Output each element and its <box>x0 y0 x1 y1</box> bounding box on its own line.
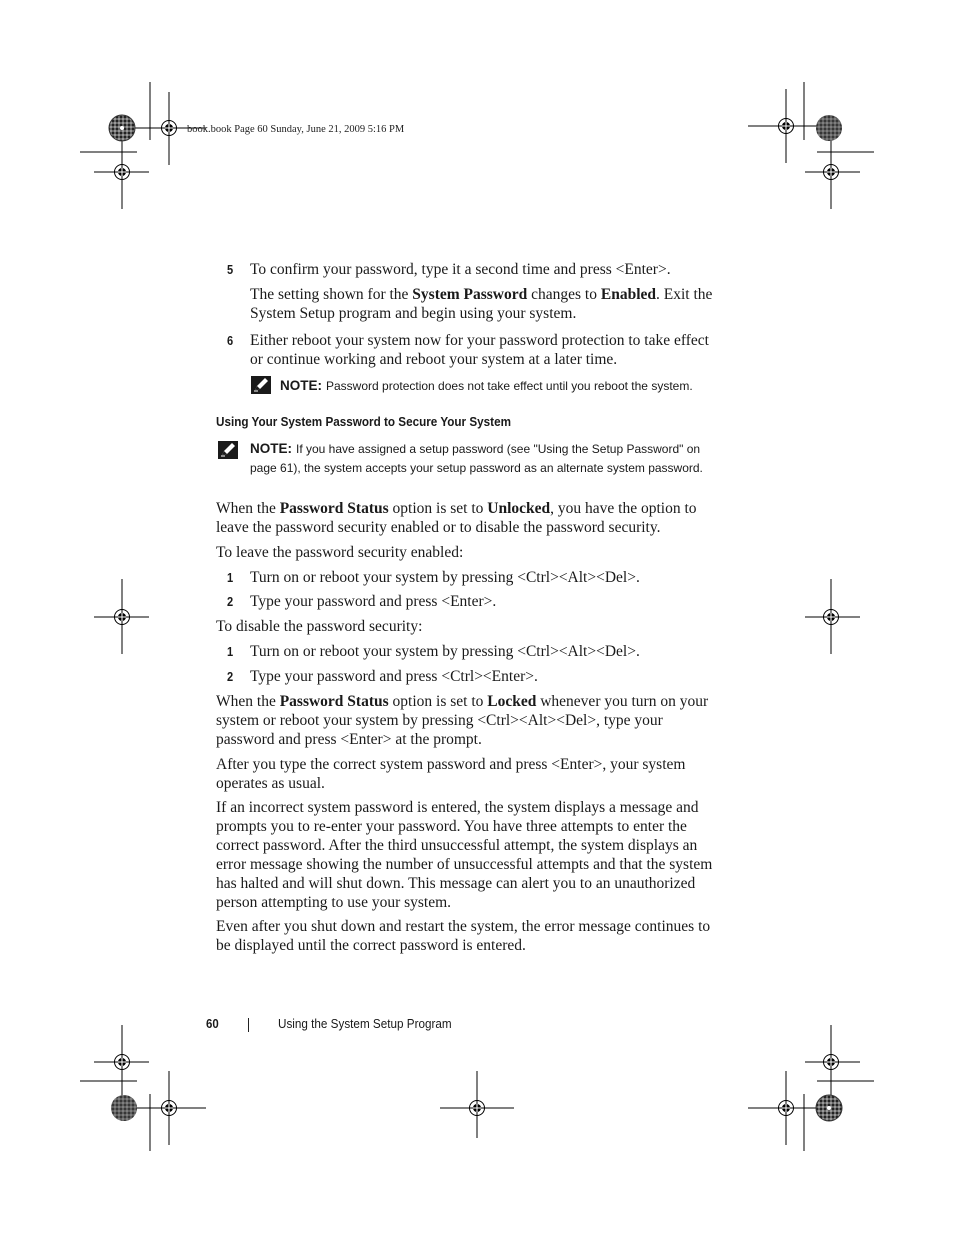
step-number: 2 <box>227 669 234 684</box>
step-text: Type your password and press <Enter>. <box>250 593 497 610</box>
step-number: 5 <box>227 262 234 277</box>
step-text: Type your password and press <Ctrl><Enter>. <box>250 668 538 685</box>
text-run: whenever you turn on your system or reboot your system by pressing <Ctrl><Alt><Del>, type your password and press <Enter> at the prompt. <box>216 693 709 748</box>
keyword-enabled: Enabled <box>600 286 657 303</box>
step-text: Turn on or reboot your system by pressing <Ctrl><Alt><Del>. <box>250 643 640 660</box>
registration-mark <box>748 1071 823 1145</box>
text-run: option is set to <box>388 693 488 710</box>
keyword-system-password: System Password <box>412 286 528 303</box>
step-follow-paragraph <box>250 285 720 323</box>
note-label: NOTE: <box>250 441 292 456</box>
note-block <box>250 440 725 477</box>
note-block <box>280 377 730 396</box>
note-label: NOTE: <box>280 378 322 393</box>
text-run: changes to <box>527 286 601 303</box>
registration-mark <box>805 1025 860 1100</box>
text-run: The setting shown for the <box>250 286 413 303</box>
star-target-icon <box>111 1095 137 1121</box>
note-pencil-icon <box>251 376 271 394</box>
paragraph: To leave the password security enabled: <box>216 544 464 561</box>
registration-mark <box>748 89 823 163</box>
step-text: To confirm your password, type it a second time and press <Enter>. <box>250 261 671 278</box>
step-number: 1 <box>227 644 234 659</box>
star-target-icon <box>816 1095 842 1121</box>
registration-mark <box>805 579 860 654</box>
text-run: . Exit the System Setup program and begin using your system. <box>250 286 713 322</box>
step-text: Turn on or reboot your system by pressing <Ctrl><Alt><Del>. <box>250 569 640 586</box>
text-run: option is set to <box>388 500 488 517</box>
paragraph: Even after you shut down and restart the system, the error message continues to be displayed until the correct password is entered. <box>216 918 711 954</box>
registration-mark <box>94 134 149 209</box>
registration-mark <box>94 579 149 654</box>
step-number: 2 <box>227 594 234 609</box>
paragraph: To disable the password security: <box>216 618 423 635</box>
step-number: 1 <box>227 570 234 585</box>
paragraph: After you type the correct system password and press <Enter>, your system operates as usual. <box>216 756 686 792</box>
star-target-icon <box>816 115 842 141</box>
registration-mark <box>94 1025 149 1100</box>
paragraph: If an incorrect system password is entered, the system displays a message and prompts you to re-enter your password. You have three attempts to enter the correct password. After the third unsuccessful attempt, the system displays an error message showing the number of unsuccessful attempts and that the system has halted and will shut down. This message can alert you to an unauthorized person attempting to use your system. <box>216 799 713 911</box>
page-number: 60 <box>206 1016 219 1031</box>
print-slug: book.book Page 60 Sunday, June 21, 2009 5:16 PM <box>187 124 405 135</box>
registration-mark <box>805 134 860 209</box>
note-text: Password protection does not take effect until you reboot the system. <box>326 379 693 393</box>
note-text: If you have assigned a setup password (see "Using the Setup Password" on page 61), the system accepts your setup password as an alternate system password. <box>250 442 703 475</box>
step-text: Either reboot your system now for your password protection to take effect or continue working and reboot your system at a later time. <box>250 332 709 368</box>
text-run: When the <box>216 693 280 710</box>
section-heading: Using Your System Password to Secure Your System <box>216 414 511 429</box>
footer-divider <box>248 1018 249 1032</box>
star-target-icon <box>109 115 135 141</box>
text-run: , you have the option to leave the password security enabled or to disable the password security. <box>216 500 697 536</box>
step-number: 6 <box>227 333 234 348</box>
note-pencil-icon <box>218 441 238 459</box>
paragraph <box>216 692 716 749</box>
text-run: When the <box>216 500 280 517</box>
footer-chapter-title: Using the System Setup Program <box>278 1016 452 1031</box>
keyword-locked: Locked <box>487 693 537 710</box>
keyword-unlocked: Unlocked <box>487 500 551 517</box>
keyword-password-status: Password Status <box>279 500 389 517</box>
paragraph <box>216 499 716 537</box>
registration-mark <box>440 1071 514 1138</box>
registration-mark <box>132 1071 206 1145</box>
keyword-password-status: Password Status <box>279 693 389 710</box>
